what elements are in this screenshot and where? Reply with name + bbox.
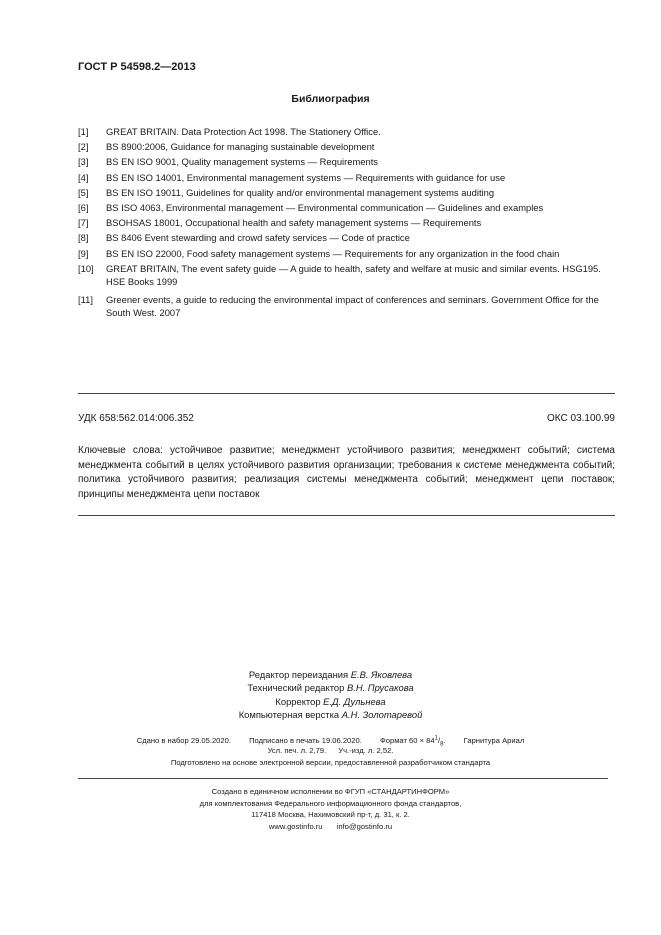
credit-name: Е.В. Яковлева — [350, 669, 413, 680]
bibliography-item-number: [6] — [78, 202, 89, 214]
bibliography-item — [78, 246, 616, 261]
bibliography-item-number: [1] — [78, 126, 89, 137]
imprint-line-2 — [0, 745, 661, 756]
udk-code: УДК 658:562.014:006.352 — [78, 413, 194, 424]
credit-line — [0, 708, 661, 721]
paper-format-text: Формат 60 × 84 — [379, 735, 435, 745]
publisher-email[interactable]: info@gostinfo.ru — [336, 821, 393, 831]
bibliography-item — [78, 139, 616, 154]
bibliography-item-text: BS 8900:2006, Guidance for managing sustainable development — [106, 141, 375, 153]
bibliography-item-number: [11] — [78, 293, 93, 305]
bibliography-item-number: [7] — [78, 217, 89, 229]
bibliography-list — [78, 124, 616, 320]
bibliography-item-text: Greener events, a guide to reducing the environmental impact of conferences and seminars. Government Office for the South West. 2007 — [106, 293, 599, 318]
bibliography-item — [78, 215, 616, 230]
credit-line — [0, 681, 661, 694]
credit-role: Корректор — [275, 695, 321, 707]
bibliography-item-text: BSOHSAS 18001, Occupational health and safety management systems — Requirements — [106, 217, 482, 229]
standard-number: ГОСТ Р 54598.2—2013 — [78, 61, 196, 73]
submitted-date: Сдано в набор 29.05.2020. — [136, 735, 231, 745]
typeface: Гарнитура Ариал — [463, 735, 525, 745]
bibliography-item-text: GREAT BRITAIN, The event safety guide — A guide to health, safety and welfare at music and similar events. HSG195. HSE Books 1999 — [106, 262, 601, 287]
publish-sheets: Уч.-изд. л. 2,52. — [338, 746, 394, 755]
bibliography-item-number: [10] — [78, 262, 94, 274]
publisher-contacts — [0, 821, 661, 833]
bibliography-item-text: GREAT BRITAIN. Data Protection Act 1998. The Stationery Office. — [106, 126, 381, 137]
publisher-address: 117418 Москва, Нахимовский пр-т, д. 31, к. 2. — [251, 810, 410, 820]
credit-role: Редактор переиздания — [248, 669, 349, 680]
bibliography-item-text: BS EN ISO 19011, Guidelines for quality and/or environmental management systems auditing — [106, 186, 495, 198]
bibliography-item-number: [8] — [78, 232, 89, 244]
credit-role: Технический редактор — [247, 682, 345, 694]
publisher-website[interactable]: www.gostinfo.ru — [268, 821, 323, 831]
signed-date: Подписано в печать 19.06.2020. — [249, 735, 362, 745]
paper-format-sub: 8 — [440, 741, 444, 748]
credit-line — [0, 695, 661, 708]
bibliography-item-text: BS EN ISO 9001, Quality management systems — Requirements — [106, 156, 378, 168]
bibliography-item — [78, 261, 616, 289]
oks-code: ОКС 03.100.99 — [547, 413, 615, 424]
bibliography-item-text: BS 8406 Event stewarding and crowd safety services — Code of practice — [106, 232, 410, 244]
bibliography-item — [78, 154, 616, 169]
bibliography-item-number: [2] — [78, 141, 89, 153]
credit-name: В.Н. Прусакова — [346, 682, 414, 694]
credit-name: А.Н. Золотаревой — [341, 708, 423, 720]
print-sheets: Усл. печ. л. 2,79. — [267, 746, 327, 755]
credit-name: Е.Д. Дульнева — [323, 695, 386, 707]
bibliography-item-number: [9] — [78, 247, 89, 259]
bibliography-item — [78, 230, 616, 245]
publisher-info — [0, 786, 661, 832]
bibliography-item-text: BS ISO 4063, Environmental management — Environmental communication — Guidelines and examples — [106, 202, 544, 214]
divider-top — [78, 393, 615, 394]
editorial-credits — [0, 668, 661, 721]
bibliography-item — [78, 200, 616, 215]
credit-line — [0, 668, 661, 681]
bibliography-item-text: BS EN ISO 14001, Environmental management systems — Requirements with guidance for use — [106, 171, 506, 183]
bibliography-item — [78, 185, 616, 200]
bibliography-item — [78, 170, 616, 185]
bibliography-item-number: [5] — [78, 186, 89, 198]
bibliography-item-text: BS EN ISO 22000, Food safety management systems — Requirements for any organization in the food chain — [106, 247, 560, 259]
paper-format-sup: 1 — [434, 735, 438, 741]
publisher-line: Создано в единичном исполнении во ФГУП «СТАНДАРТИНФОРМ» — [211, 787, 450, 796]
imprint-note: Подготовлено на основе электронной версии, предоставленной разработчиком стандарта — [170, 758, 491, 767]
publisher-line: для комплектования Федерального информационного фонда стандартов, — [199, 798, 462, 808]
bibliography-item — [78, 124, 616, 139]
paper-format: Формат $60 \times 84^1/_8$. — [379, 735, 446, 748]
bibliography-item-number: [3] — [78, 156, 89, 168]
credit-role: Компьютерная верстка — [238, 708, 340, 720]
bibliography-item-number: [4] — [78, 171, 89, 183]
bibliography-title: Библиография — [291, 93, 370, 105]
divider-imprint — [78, 778, 608, 779]
bibliography-item — [78, 292, 616, 320]
keywords-paragraph: Ключевые слова: устойчивое развитие; менеджмент устойчивого развития; менеджмент событий; система менеджмента событий в целях устойчивого развития организации; требования к системе менеджмента событий; политика устойчивого развития; реализация системы менеджмента событий; менеджмент цепи поставок; принципы менеджмента цепи поставок — [78, 445, 615, 500]
divider-bottom — [78, 515, 615, 516]
